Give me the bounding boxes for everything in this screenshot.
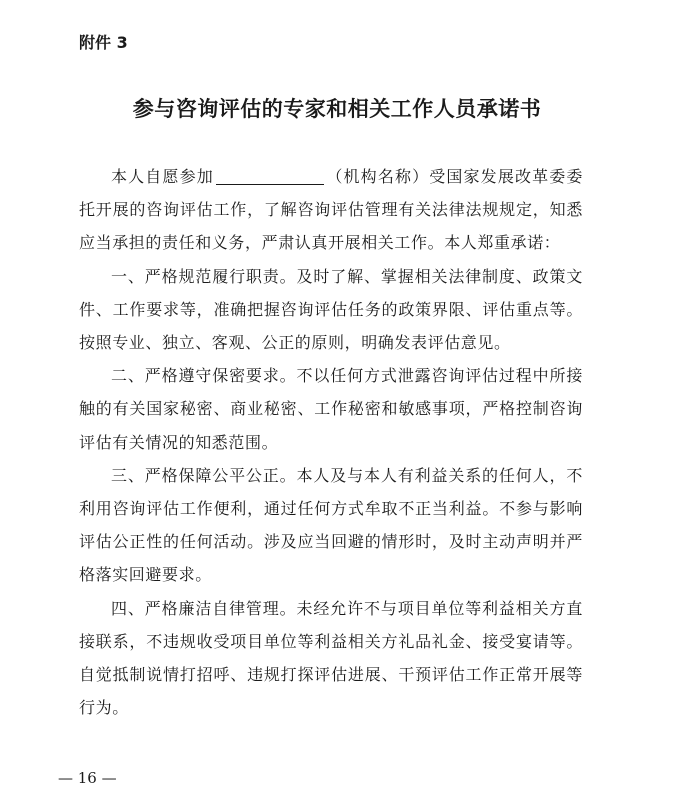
- commitment-paragraph-2: 二、严格遵守保密要求。不以任何方式泄露咨询评估过程中所接触的有关国家秘密、商业秘密、工作秘密和敏感事项，严格控制咨询评估有关情况的知悉范围。: [79, 366, 583, 452]
- attachment-label: 附件 3: [79, 33, 128, 52]
- document-body: [79, 160, 583, 724]
- intro-paragraph: [79, 160, 583, 260]
- institution-name-blank: [216, 166, 324, 185]
- document-title: 参与咨询评估的专家和相关工作人员承诺书: [132, 96, 542, 121]
- commitment-paragraph-4: 四、严格廉洁自律管理。未经允许不与项目单位等利益相关方直接联系，不违规收受项目单位等利益相关方礼品礼金、接受宴请等。自觉抵制说情打招呼、违规打探评估进展、干预评估工作正常开展等行为。: [79, 598, 583, 718]
- page-number: — 16 —: [58, 769, 117, 787]
- intro-before-blank: 本人自愿参加: [111, 167, 214, 186]
- commitment-paragraph-1: 一、严格规范履行职责。及时了解、掌握相关法律制度、政策文件、工作要求等，准确把握咨询评估任务的政策界限、评估重点等。按照专业、独立、客观、公正的原则，明确发表评估意见。: [79, 266, 583, 353]
- intro-after-blank: （机构名称）受国家发展改革委委托开展的咨询评估工作，了解咨询评估管理有关法律法规规定，知悉应当承担的责任和义务，严肃认真开展相关工作。本人郑重承诺：: [79, 167, 583, 253]
- commitment-paragraph-3: 三、严格保障公平公正。本人及与本人有利益关系的任何人，不利用咨询评估工作便利，通过任何方式牟取不正当利益。不参与影响评估公正性的任何活动。涉及应当回避的情形时，及时主动声明并严格落实回避要求。: [79, 465, 583, 585]
